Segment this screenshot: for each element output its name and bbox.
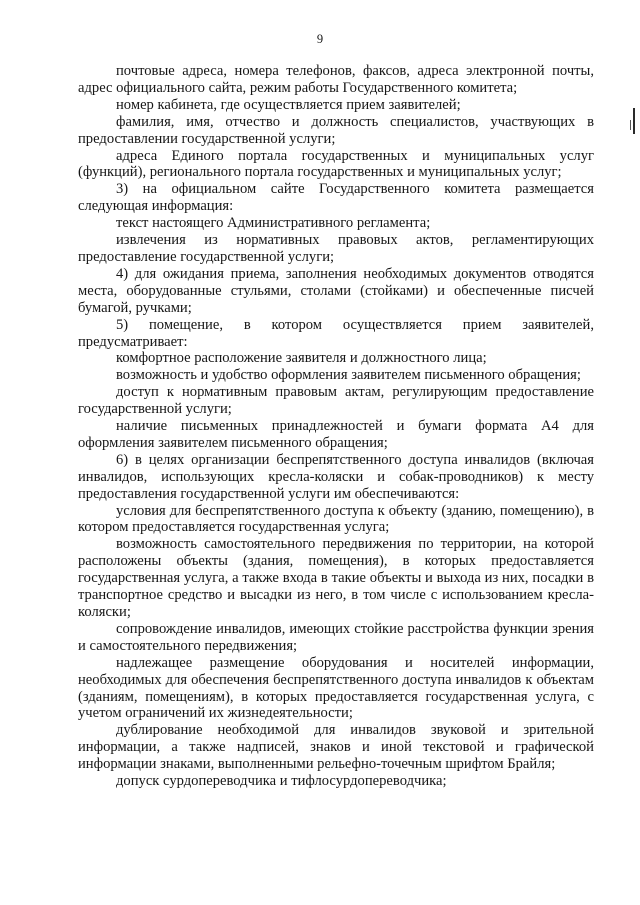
paragraph: 3) на официальном сайте Государственного комитета размещается следующая информация: [78,181,594,215]
paragraph: дублирование необходимой для инвалидов звуковой и зрительной информации, а также надписей, знаков и иной текстовой и графической информации знаками, выполненными рельефно-точечным шрифтом Брайля; [78,722,594,773]
paragraph: текст настоящего Административного регламента; [116,215,431,232]
paragraph: условия для беспрепятственного доступа к объекту (зданию, помещению), в котором предоставляется государственная услуга; [78,502,594,536]
paragraph: адреса Единого портала государственных и муниципальных услуг (функций), регионального портала государственных и муниципальных услуг; [78,147,594,181]
paragraph: наличие письменных принадлежностей и бумаги формата А4 для оформления заявителем письменного обращения; [78,418,594,451]
paragraph: комфортное расположение заявителя и должностного лица; [116,350,487,367]
paragraph: 4) для ожидания приема, заполнения необходимых документов отводятся места, оборудованные стульями, столами (стойками) и обеспеченные писчей бумагой, ручками; [78,265,594,316]
paragraph: 5) помещение, в котором осуществляется прием заявителей, предусматривает: [78,316,594,350]
paragraph: 6) в целях организации беспрепятственного доступа инвалидов (включая инвалидов, использующих кресла-коляски и собак-проводников) к месту предоставления государственной услуги им обеспечиваются: [78,451,594,502]
paragraph: извлечения из нормативных правовых актов, регламентирующих предоставление государственной услуги; [78,232,594,265]
paragraph: надлежащее размещение оборудования и носителей информации, необходимых для обеспечения беспрепятственного доступа инвалидов к объектам (зданиям, помещениям), в которых предоставляется государственная услуга, с учетом ограничений их жизнедеятельности; [78,654,594,722]
paragraph: возможность и удобство оформления заявителем письменного обращения; [116,367,581,384]
paragraph: сопровождение инвалидов, имеющих стойкие расстройства функции зрения и самостоятельного передвижения; [78,620,594,654]
page-number: 9 [316,32,324,46]
paragraph: фамилия, имя, отчество и должность специалистов, участвующих в предоставлении государственной услуги; [78,113,594,147]
paragraph: возможность самостоятельного передвижения по территории, на которой расположены объекты (здания, помещения), в которых предоставляется государственная услуга, а также входа в такие объекты и выхода из них, посадки в транспортное средство и высадки из него, в том числе с использованием кресла-коляски; [78,536,594,620]
paragraph: номер кабинета, где осуществляется прием заявителей; [116,96,461,113]
scan-edge-mark [633,108,635,134]
scan-edge-mark [630,120,631,130]
paragraph: доступ к нормативным правовым актам, регулирующим предоставление государственной услуги; [78,384,594,418]
document-body [78,63,594,790]
paragraph: почтовые адреса, номера телефонов, факсов, адреса электронной почты, адрес официального сайта, режим работы Государственного комитета; [78,63,594,96]
paragraph: допуск сурдопереводчика и тифлосурдопереводчика; [116,773,447,790]
